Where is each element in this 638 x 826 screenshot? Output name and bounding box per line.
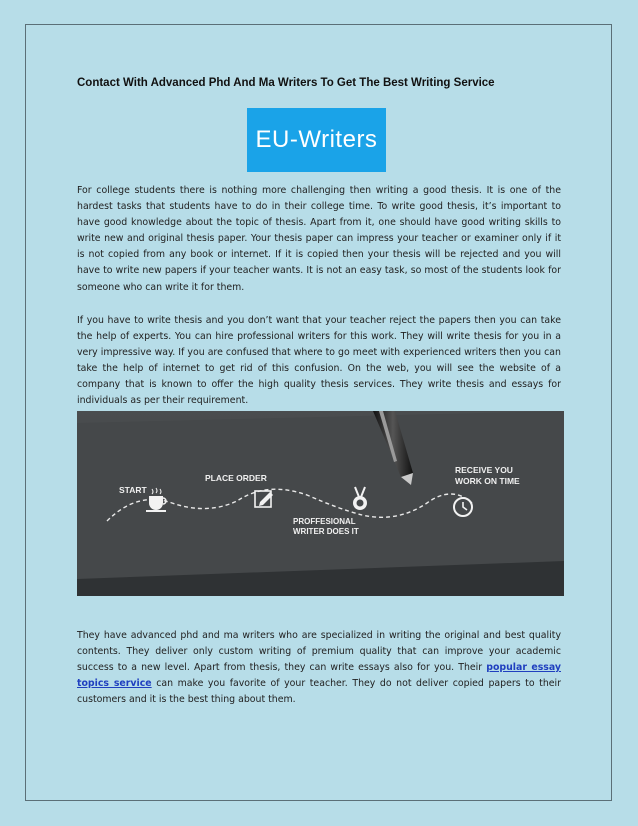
step-on-time-label: WORK ON TIME <box>455 476 520 486</box>
step-receive-label: RECEIVE YOU <box>455 465 513 475</box>
paragraph-intro: For college students there is nothing more challenging then writing a good thesis. It is one of the hardest tasks that students have to do in their college time. To write good thesis, it’s important to have good knowledge about the topic of thesis. Apart from it, one should have good writing skills to write new and original thesis paper. Your thesis paper can impress your teacher or examiner only if it is not copied from any book or internet. If it is copied then your thesis will be rejected and you will have to write new papers if your teacher wants. It is not an easy task, so most of the students look for someone who can write it for them. <box>77 185 561 293</box>
eu-writers-logo <box>247 108 386 172</box>
paragraph-writers <box>77 628 561 708</box>
step-writer-label: WRITER DOES IT <box>293 527 359 536</box>
step-professional-label: PROFFESIONAL <box>293 517 356 526</box>
process-photo <box>77 411 564 596</box>
paragraph-writers-text-1: They have advanced phd and ma writers who are specialized in writing the original and best quality contents. They deliver only custom writing of premium quality that can improve your academic success to a new level. Apart from thesis, they can write essays also for you. Their <box>77 630 561 674</box>
step-place-order-label: PLACE ORDER <box>205 473 267 483</box>
popular-essay-topics-link[interactable]: popular essay topics service <box>77 662 561 690</box>
paragraph-experts: If you have to write thesis and you don’t want that your teacher reject the papers then you can take the help of experts. You can hire professional writers for this work. They will write thesis for you in a very impressive way. If you are confused that where to go meet with experienced writers then you can take the help of internet to get rid of this confusion. On the web, you will see the website of a company that is known to offer the high quality thesis services. They write thesis and essays for individuals as per their requirement. <box>77 315 561 407</box>
paragraph-writers-text-2: can make you favorite of your teacher. They do not deliver copied papers to their customers and it is the best thing about them. <box>77 678 561 706</box>
page-title: Contact With Advanced Phd And Ma Writers To Get The Best Writing Service <box>77 77 495 89</box>
logo-text: EU-Writers <box>255 126 378 153</box>
step-start-label: START <box>119 485 147 495</box>
